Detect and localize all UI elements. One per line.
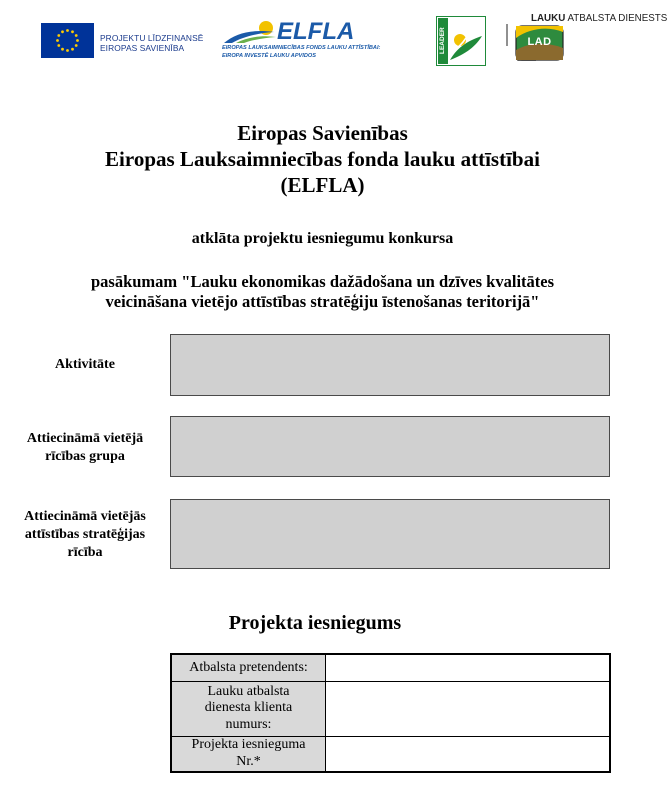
application-number-value[interactable] <box>326 736 611 772</box>
lad-agency-name: LAUKU ATBALSTA DIENESTS <box>531 13 667 24</box>
competition-subtitle: atklāta projektu iesniegumu konkursa <box>191 230 454 247</box>
elfla-wordmark: ELFLA <box>277 18 355 45</box>
strategy-action-field[interactable] <box>170 499 610 569</box>
elfla-tagline: EIROPAS LAUKSAIMNIECĪBAS FONDS LAUKU ATTĪSTĪBAI: EIROPA INVESTĒ LAUKU APVIDOS <box>222 45 381 59</box>
applicant-value[interactable] <box>326 654 611 681</box>
client-number-label: Lauku atbalsta dienesta klienta numurs: <box>171 681 326 736</box>
lad-vertical-label <box>500 24 510 50</box>
section-title: Projekta iesniegums <box>228 612 402 634</box>
page-title: Eiropas Savienības Eiropas Lauksaimniecības fonda lauku attīstībai (ELFLA) <box>105 121 540 197</box>
leader-logo <box>436 16 486 66</box>
table-row <box>171 681 610 736</box>
field-label-activity: Aktivitāte <box>55 357 115 372</box>
applicant-table <box>170 653 611 773</box>
measure-title: pasākumam "Lauku ekonomikas dažādošana un dzīves kvalitātes veicināšana vietējo attīstības stratēģiju īstenošanas teritorijā" <box>90 272 555 311</box>
applicant-label: Atbalsta pretendents: <box>171 654 326 681</box>
table-row <box>171 736 610 772</box>
field-label-strategy-action: Attiecināmā vietējās attīstības stratēģijas rīcība <box>24 509 146 560</box>
activity-field[interactable] <box>170 334 610 396</box>
table-row <box>171 654 610 681</box>
eu-flag-logo <box>41 23 94 58</box>
leader-logo-text: LEADER <box>439 27 446 55</box>
eu-cofinancing-text: PROJEKTU LĪDZFINANSĒ EIROPAS SAVIENĪBA <box>100 33 204 53</box>
field-label-local-action-group: Attiecināmā vietējā rīcības grupa <box>26 431 144 464</box>
local-action-group-field[interactable] <box>170 416 610 477</box>
client-number-value[interactable] <box>326 681 611 736</box>
lad-badge-text: LAD <box>527 36 552 48</box>
application-number-label: Projekta iesnieguma Nr.* <box>171 736 326 772</box>
